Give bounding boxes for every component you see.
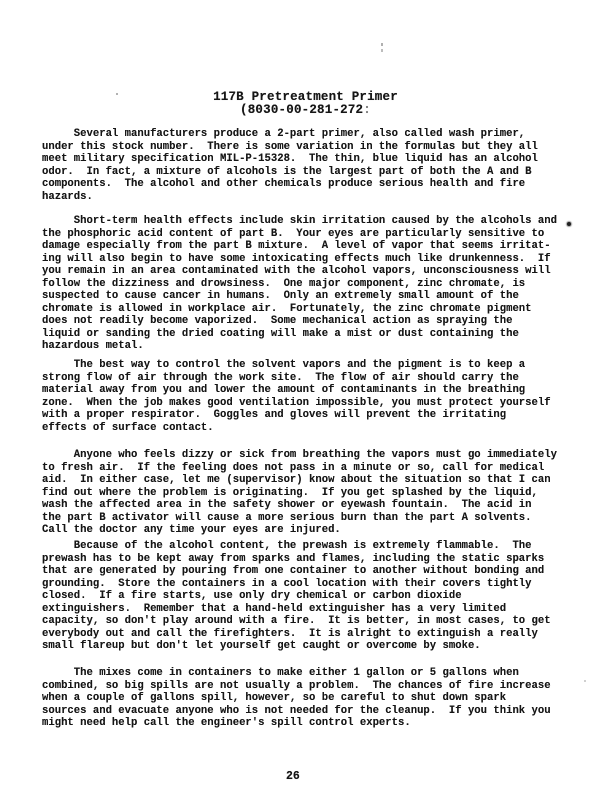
text-line: ing will also begin to have some intoxicating effects much like drunkenness. If [42,252,551,265]
text-line: Short-term health effects include skin irritation caused by the alcohols and [42,215,557,227]
text-line: the phosphoric acid content of part B. Your eyes are particularly sensitive to [42,227,545,240]
text-line: does not readily become vaporized. Some mechanical action as spraying the [42,315,513,328]
text-line: Several manufacturers produce a 2-part primer, also called wash primer, [42,128,526,140]
text-line: combined, so big spills are not usually a problem. The chances of fire increase [42,679,551,692]
text-line: to fresh air. If the feeling does not pass in a minute or so, call for medical [42,461,545,474]
ink-speck [584,680,586,682]
document-header [41,91,570,116]
text-line: hazardous metal. [42,340,144,353]
document-title: 117B Pretreatment Primer [213,90,398,104]
text-line: liquid or sanding the dried coating will make a mist or dust containing the [42,327,519,340]
text-line: the part B activator will cause a more serious burn than the part A solvents. [42,511,532,524]
text-line: meet military specification MIL-P-15328. The thin, blue liquid has an alcohol [42,153,538,166]
text-line: aid. In either case, let me (supervisor) know about the situation so that I can [42,474,551,487]
text-line: small flareup but don't let yourself get caught or overcome by smoke. [42,640,481,653]
text-line: suspected to cause cancer in humans. Only an extremely small amount of the [42,290,519,303]
text-line: that are generated by pouring from one container to another without bonding and [42,565,545,578]
stock-number-text: (8030-00-281-272 [240,102,364,117]
text-line: when a couple of gallons spill, however, so be careful to shut down spark [42,692,507,705]
text-line: damage especially from the part B mixture. A level of vapor that seems irritat- [42,240,551,253]
text-line: might need help call the engineer's spill control experts. [42,717,411,730]
text-line: hazards. [42,190,93,203]
ink-speck [381,43,383,46]
text-line: everybody out and call the firefighters. It is alright to extinguish a really [42,627,538,640]
text-line: Anyone who feels dizzy or sick from breathing the vapors must go immediately [42,449,557,461]
ink-speck [567,222,571,226]
paragraph-health-effects [42,215,582,353]
text-line: components. The alcohol and other chemicals produce serious health and fire [42,178,526,191]
text-line: capacity, so don't play around with a fire. It is better, in most cases, to get [42,615,551,628]
text-line: material away from you and lower the amount of contaminants in the breathing [42,384,526,397]
text-line: closed. If a fire starts, use only dry chemical or carbon dioxide [42,590,462,603]
text-line: chromate is allowed in workplace air. Fortunately, the zinc chromate pigment [42,302,532,315]
paragraph-spills [42,667,582,730]
paragraph-flammability [42,540,582,653]
text-line: grounding. Store the containers in a cool location with their covers tightly [42,577,532,590]
text-line: prewash has to be kept away from sparks and flames, including the static sparks [42,552,545,565]
text-line: odor. In fact, a mixture of alcohols is the largest part of both the A and B [42,165,532,178]
text-line: under this stock number. There is some variation in the formulas but they all [42,140,538,153]
text-line: effects of surface contact. [42,421,214,434]
text-line: with a proper respirator. Goggles and gloves will prevent the irritating [42,409,507,422]
text-line: you remain in an area contaminated with the alcohol vapors, unconsciousness will [42,265,551,278]
paragraph-first-aid [42,449,582,537]
text-line: find out where the problem is originating. If you get splashed by the liquid, [42,486,538,499]
text-line: extinguishers. Remember that a hand-held extinguisher has a very limited [42,602,507,615]
stock-number [41,104,570,117]
text-line: The mixes come in containers to make either 1 gallon or 5 gallons when [42,667,519,679]
text-line: Because of the alcohol content, the prewash is extremely flammable. The [42,540,532,552]
text-line: wash the affected area in the safety shower or eyewash fountain. The acid in [42,499,532,512]
ink-speck [116,93,118,95]
text-line: follow the dizziness and drowsiness. One major component, zinc chromate, is [42,277,526,290]
page-number: 26 [286,770,300,783]
text-line: Call the doctor any time your eyes are injured. [42,524,341,537]
paragraph-ventilation [42,359,582,434]
text-line: sources and evacuate anyone who is not needed for the cleanup. If you think you [42,704,551,717]
paragraph-intro [42,128,582,203]
smudged-character: : [363,102,371,117]
text-line: strong flow of air through the work site. The flow of air should carry the [42,371,519,384]
text-line: The best way to control the solvent vapors and the pigment is to keep a [42,359,526,371]
ink-speck [381,49,383,52]
text-line: zone. When the job makes good ventilation impossible, you must protect yourself [42,396,551,409]
